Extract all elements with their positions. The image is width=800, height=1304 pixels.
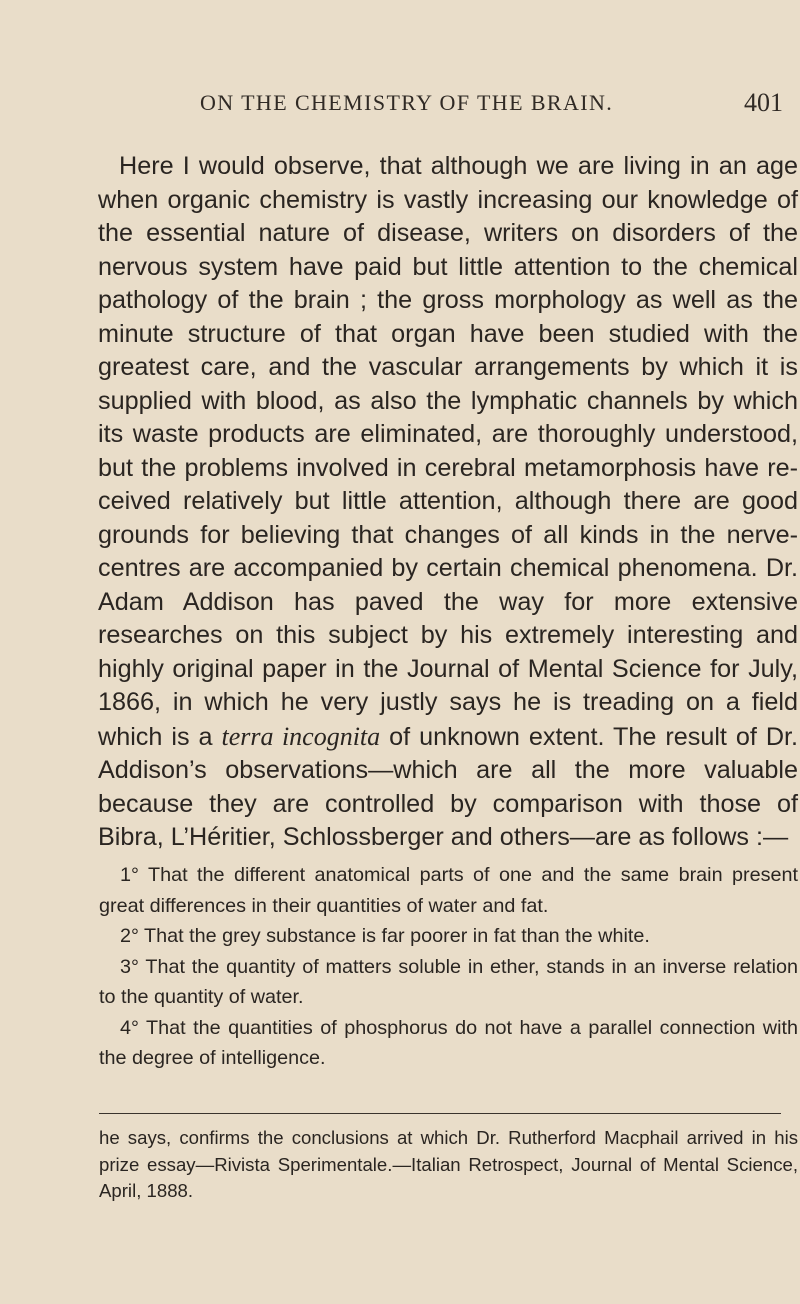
- body-text-before: Here I would observe, that although we are living in an age when organic chemistry is vastly increasing our knowledge of the essential nature of disease, writers on disorders of the nervous system have paid but little attention to the chemical pathology of the brain ; the gross morphology as well as the minute structure of that organ have been studied with the greatest care, and the vascular arrangements by which it is supplied with blood, as also the lymphatic channels by which its waste products are eliminated, are thoroughly understood, but the problems involved in cerebral metamorphosis have received relatively but little attention, although there are good grounds for believing that changes of all kinds in the nerve-centres are accompanied by certain chemical phenomena. Dr. Adam Addison has paved the way for more extensive researches on this subject by his extremely interesting and highly original paper in the Journal of Mental Science for July, 1866, in which he very justly says he is treading on a field which is a: [98, 152, 798, 751]
- finding-1: 1° That the different anatomical parts of one and the same brain present great differences in their quantities of water and fat.: [99, 864, 798, 917]
- page-number: 401: [744, 88, 783, 117]
- finding-3: 3° That the quantity of matters soluble in ether, stands in an inverse relation to the quantity of water.: [99, 955, 798, 1008]
- body-paragraph: [98, 150, 798, 855]
- findings-list: [99, 860, 798, 1074]
- footnote: [99, 1125, 798, 1205]
- running-head: [200, 90, 800, 130]
- finding-4: 4° That the quantities of phosphorus do not have a parallel connection with the degree of intelligence.: [99, 1016, 798, 1069]
- footnote-rule: [99, 1113, 781, 1114]
- italic-phrase: terra incognita: [221, 721, 381, 751]
- finding-2: 2° That the grey substance is far poorer in fat than the white.: [120, 925, 650, 947]
- body-text-after: of unknown extent. The result of Dr. Addison’s observations—which are all the more valuable because they are controlled by comparison with those of Bibra, L’Héritier, Schlossberger and others—are as follows :—: [98, 722, 799, 851]
- running-head-title: ON THE CHEMISTRY OF THE BRAIN.: [200, 90, 614, 115]
- main-text: [98, 150, 798, 855]
- footnote-text: he says, confirms the conclusions at which Dr. Rutherford Macphail arrived in his prize essay—Rivista Sperimentale.—Italian Retrospect, Journal of Mental Science, April, 1888.: [99, 1127, 798, 1201]
